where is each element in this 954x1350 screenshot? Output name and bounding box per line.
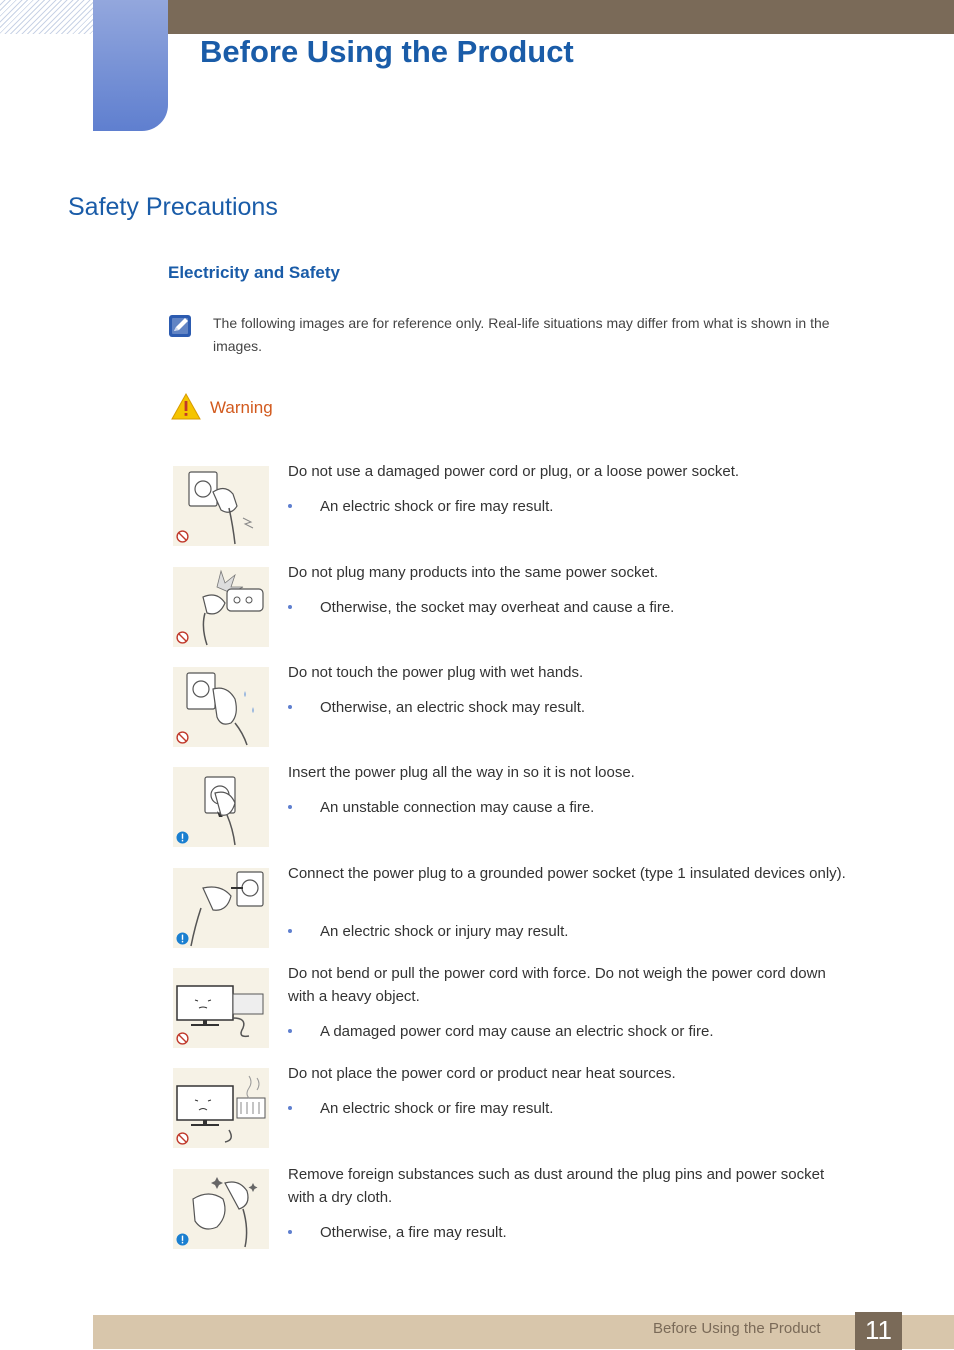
bullet-dot xyxy=(288,705,292,709)
bullet-text: An electric shock or injury may result. xyxy=(320,923,569,940)
note-pencil-icon xyxy=(168,314,192,338)
bullet-dot xyxy=(288,605,292,609)
illustration-heat-source xyxy=(173,1068,269,1148)
item-title: Do not plug many products into the same power socket. xyxy=(288,564,659,581)
item-title: Do not touch the power plug with wet hands. xyxy=(288,664,584,681)
warning-label: Warning xyxy=(210,398,273,417)
illustration-wet-hands xyxy=(173,667,269,747)
bullet-dot xyxy=(288,1230,292,1234)
bullet-text: An unstable connection may cause a fire. xyxy=(320,799,595,816)
illustration-insert-plug xyxy=(173,767,269,847)
bullet-text: Otherwise, an electric shock may result. xyxy=(320,699,586,716)
bullet-dot xyxy=(288,1106,292,1110)
bullet-dot xyxy=(288,1029,292,1033)
item-title: Insert the power plug all the way in so it is not loose. xyxy=(288,764,635,781)
section-title: Safety Precautions xyxy=(68,193,278,221)
illustration-grounded-socket xyxy=(173,868,269,948)
illustration-bent-cord xyxy=(173,968,269,1048)
bullet-text: An electric shock or fire may result. xyxy=(320,1100,554,1117)
bullet-text: Otherwise, the socket may overheat and cause a fire. xyxy=(320,599,675,616)
item-title: Remove foreign substances such as dust around the plug pins and power socket with a dry cloth. xyxy=(288,1166,825,1206)
illustration-overloaded-socket xyxy=(173,567,269,647)
item-title: Connect the power plug to a grounded power socket (type 1 insulated devices only). xyxy=(288,865,846,882)
footer-chapter-label: Before Using the Product xyxy=(653,1320,821,1337)
bullet-dot xyxy=(288,929,292,933)
subsection-title: Electricity and Safety xyxy=(168,263,340,282)
header-hatch-pattern xyxy=(0,0,93,34)
footer-bar xyxy=(93,1315,954,1349)
illustration-clean-plug xyxy=(173,1169,269,1249)
chapter-title: Before Using the Product xyxy=(200,34,574,69)
illustration-damaged-plug xyxy=(173,466,269,546)
bullet-text: A damaged power cord may cause an electric shock or fire. xyxy=(320,1023,714,1040)
item-title: Do not use a damaged power cord or plug, or a loose power socket. xyxy=(288,463,740,480)
item-title: Do not place the power cord or product near heat sources. xyxy=(288,1065,676,1082)
page-number: 11 xyxy=(865,1315,892,1345)
note-text: The following images are for reference only. Real-life situations may differ from what is shown in the images. xyxy=(213,315,830,354)
header-bar xyxy=(168,0,954,34)
bullet-text: Otherwise, a fire may result. xyxy=(320,1224,507,1241)
chapter-tab xyxy=(93,0,168,131)
bullet-dot xyxy=(288,805,292,809)
item-title: Do not bend or pull the power cord with force. Do not weigh the power cord down with a heavy object. xyxy=(288,965,826,1005)
bullet-dot xyxy=(288,504,292,508)
warning-triangle-icon xyxy=(171,393,201,420)
bullet-text: An electric shock or fire may result. xyxy=(320,498,554,515)
page-number-box xyxy=(855,1312,902,1350)
